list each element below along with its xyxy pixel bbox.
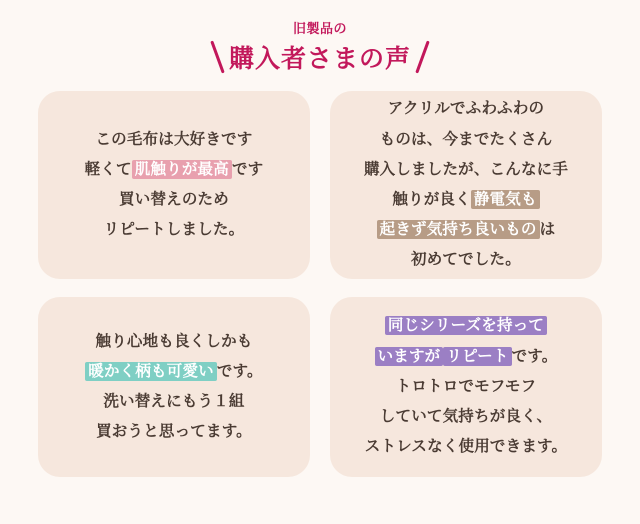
page-title: 購入者さまの声 xyxy=(228,45,411,73)
plain-text: 軽くて xyxy=(84,160,132,178)
plain-text: 購入しましたが、こんなに手 xyxy=(363,160,569,178)
testimonial-line xyxy=(365,342,567,372)
highlighted-text: 静電気も xyxy=(471,190,540,209)
testimonial-text-3 xyxy=(85,327,262,448)
testimonial-line xyxy=(85,417,262,447)
testimonial-line xyxy=(365,372,567,402)
plain-text: です。 xyxy=(216,362,263,380)
plain-text: 触り心地も良くしかも xyxy=(95,332,253,350)
plain-text: 触りが良く xyxy=(392,191,471,208)
header-title-row xyxy=(0,39,640,75)
highlighted-text: 同じシリーズを持って xyxy=(385,316,547,335)
page-header xyxy=(0,0,640,75)
testimonial-line xyxy=(365,311,567,341)
plain-text: 洗い替えにもう１組 xyxy=(103,393,245,410)
testimonial-line xyxy=(364,215,568,245)
plain-text: リピートしました。 xyxy=(103,221,245,239)
testimonial-line xyxy=(364,94,568,124)
highlighted-text: いますが xyxy=(375,347,444,366)
highlighted-text: 起きず気持ち良いもの xyxy=(377,220,540,239)
testimonial-line xyxy=(364,245,568,275)
testimonial-line xyxy=(85,387,262,417)
decorative-slash-left-icon xyxy=(210,41,224,74)
plain-text: アクリルでふわふわの xyxy=(387,100,545,118)
testimonial-line xyxy=(364,155,568,185)
plain-text: していて気持ちが良く、 xyxy=(379,408,553,426)
testimonial-card-1 xyxy=(38,91,310,279)
testimonial-line xyxy=(85,327,262,357)
testimonial-card-2 xyxy=(330,91,602,279)
plain-text: です。 xyxy=(511,347,558,365)
header-subtitle: 旧製品の xyxy=(292,21,347,36)
testimonial-text-2 xyxy=(364,94,568,275)
testimonial-text-4 xyxy=(365,311,567,462)
plain-text: です xyxy=(231,160,264,178)
plain-text: この毛布は大好きです xyxy=(95,130,253,148)
plain-text: 買おうと思ってます。 xyxy=(96,423,252,441)
plain-text: は xyxy=(539,221,556,239)
plain-text: 買い替えのため xyxy=(119,191,229,208)
testimonial-line xyxy=(85,155,264,185)
plain-text: ストレスなく使用できます。 xyxy=(364,438,568,456)
highlighted-text: 肌触りが最高 xyxy=(132,160,232,179)
testimonial-grid xyxy=(0,91,640,477)
testimonial-card-3 xyxy=(38,297,310,477)
testimonial-line xyxy=(364,125,568,155)
testimonial-line xyxy=(85,125,264,155)
highlighted-text: リピート xyxy=(443,347,511,366)
testimonial-text-1 xyxy=(85,125,264,246)
testimonial-line xyxy=(365,402,567,432)
testimonial-line xyxy=(365,432,567,462)
testimonial-card-4 xyxy=(330,297,602,477)
plain-text: トロトロでモフモフ xyxy=(395,377,537,395)
highlighted-text: 暖かく柄も可愛い xyxy=(85,362,217,381)
testimonial-line xyxy=(85,357,262,387)
testimonial-line xyxy=(364,185,568,215)
decorative-slash-right-icon xyxy=(415,41,429,74)
testimonial-line xyxy=(85,215,264,245)
testimonial-line xyxy=(85,185,264,215)
plain-text: 初めてでした。 xyxy=(411,251,521,269)
plain-text: ものは、今までたくさん xyxy=(379,130,553,148)
